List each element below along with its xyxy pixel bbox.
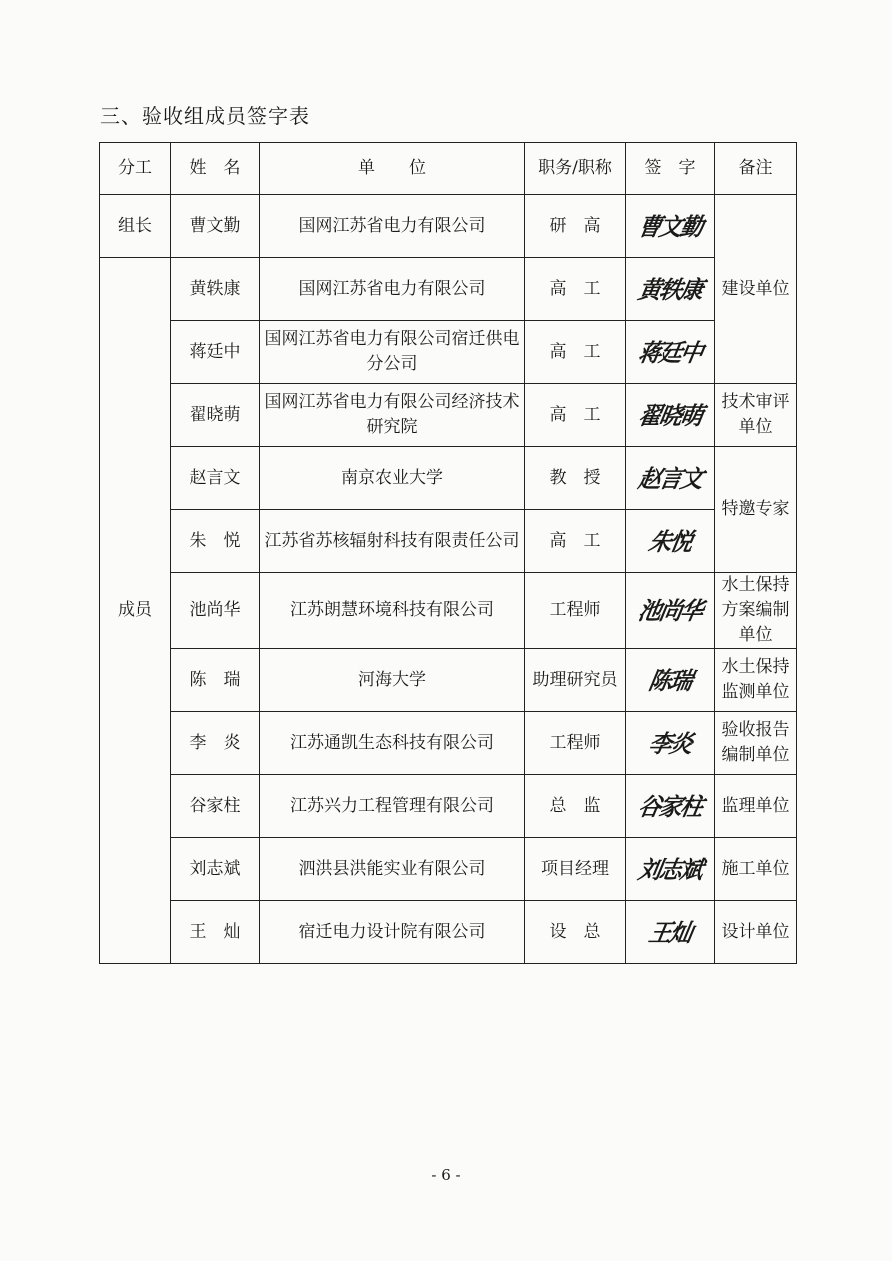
handwritten-signature: 蒋廷中 — [636, 337, 704, 367]
title-cell: 工程师 — [525, 712, 626, 775]
page-number: - 6 - — [431, 1166, 461, 1184]
title-cell: 高 工 — [525, 321, 626, 384]
handwritten-signature: 翟晓萌 — [636, 400, 704, 430]
name-cell: 蒋廷中 — [171, 321, 260, 384]
name-cell: 李 炎 — [171, 712, 260, 775]
table-row — [100, 573, 797, 649]
table-header-row — [100, 143, 797, 195]
unit-cell: 江苏通凯生态科技有限公司 — [260, 712, 525, 775]
name-cell: 曹文勤 — [171, 195, 260, 258]
signature-cell — [626, 838, 715, 901]
title-cell: 教 授 — [525, 447, 626, 510]
header-name: 姓 名 — [171, 143, 260, 195]
name-cell: 翟晓萌 — [171, 384, 260, 447]
table-row — [100, 838, 797, 901]
signature-cell — [626, 901, 715, 964]
table-row — [100, 447, 797, 510]
title-cell: 工程师 — [525, 573, 626, 649]
title-cell: 高 工 — [525, 510, 626, 573]
title-cell: 研 高 — [525, 195, 626, 258]
unit-cell: 江苏朗慧环境科技有限公司 — [260, 573, 525, 649]
unit-cell: 国网江苏省电力有限公司宿迁供电分公司 — [260, 321, 525, 384]
signature-cell — [626, 649, 715, 712]
note-cell: 特邀专家 — [715, 447, 797, 573]
note-cell: 监理单位 — [715, 775, 797, 838]
signature-cell — [626, 384, 715, 447]
signature-cell — [626, 258, 715, 321]
handwritten-signature: 池尚华 — [636, 596, 704, 625]
unit-cell: 江苏省苏核辐射科技有限责任公司 — [260, 510, 525, 573]
unit-cell: 河海大学 — [260, 649, 525, 712]
title-cell: 高 工 — [525, 258, 626, 321]
title-cell: 设 总 — [525, 901, 626, 964]
handwritten-signature: 谷家柱 — [636, 791, 704, 821]
handwritten-signature: 陈瑞 — [646, 665, 694, 695]
unit-cell: 国网江苏省电力有限公司 — [260, 195, 525, 258]
title-cell: 总 监 — [525, 775, 626, 838]
title-cell: 助理研究员 — [525, 649, 626, 712]
name-cell: 刘志斌 — [171, 838, 260, 901]
signature-cell — [626, 775, 715, 838]
section-heading: 三、验收组成员签字表 — [100, 104, 310, 128]
header-note: 备注 — [715, 143, 797, 195]
header-sign: 签 字 — [626, 143, 715, 195]
header-title: 职务/职称 — [525, 143, 626, 195]
name-cell: 赵言文 — [171, 447, 260, 510]
note-cell: 技术审评单位 — [715, 384, 797, 447]
note-cell: 水土保持监测单位 — [715, 649, 797, 712]
handwritten-signature: 李炎 — [646, 728, 694, 758]
note-cell: 建设单位 — [715, 195, 797, 384]
unit-cell: 国网江苏省电力有限公司经济技术研究院 — [260, 384, 525, 447]
table-row — [100, 649, 797, 712]
unit-cell: 泗洪县洪能实业有限公司 — [260, 838, 525, 901]
name-cell: 谷家柱 — [171, 775, 260, 838]
table-row — [100, 195, 797, 258]
unit-cell: 南京农业大学 — [260, 447, 525, 510]
group-leader-cell: 组长 — [100, 195, 171, 258]
signature-cell — [626, 321, 715, 384]
signature-table — [99, 142, 797, 964]
signature-cell — [626, 510, 715, 573]
note-cell: 施工单位 — [715, 838, 797, 901]
signature-cell — [626, 712, 715, 775]
name-cell: 朱 悦 — [171, 510, 260, 573]
handwritten-signature: 朱悦 — [646, 526, 694, 556]
handwritten-signature: 黄轶康 — [636, 274, 704, 304]
table-row — [100, 510, 797, 573]
name-cell: 池尚华 — [171, 573, 260, 649]
note-cell: 水土保持方案编制单位 — [715, 573, 797, 649]
signature-cell — [626, 447, 715, 510]
unit-cell: 江苏兴力工程管理有限公司 — [260, 775, 525, 838]
header-role: 分工 — [100, 143, 171, 195]
handwritten-signature: 曹文勤 — [636, 211, 704, 241]
table-row — [100, 384, 797, 447]
table-row — [100, 258, 797, 321]
handwritten-signature: 赵言文 — [636, 463, 704, 493]
table-row — [100, 775, 797, 838]
name-cell: 黄轶康 — [171, 258, 260, 321]
header-unit: 单 位 — [260, 143, 525, 195]
title-cell: 高 工 — [525, 384, 626, 447]
signature-cell — [626, 195, 715, 258]
signature-cell — [626, 573, 715, 649]
name-cell: 王 灿 — [171, 901, 260, 964]
unit-cell: 国网江苏省电力有限公司 — [260, 258, 525, 321]
table-row — [100, 901, 797, 964]
note-cell: 设计单位 — [715, 901, 797, 964]
note-cell: 验收报告编制单位 — [715, 712, 797, 775]
group-member-cell: 成员 — [100, 258, 171, 964]
handwritten-signature: 王灿 — [646, 917, 694, 947]
table-row — [100, 712, 797, 775]
name-cell: 陈 瑞 — [171, 649, 260, 712]
handwritten-signature: 刘志斌 — [636, 854, 704, 884]
title-cell: 项目经理 — [525, 838, 626, 901]
unit-cell: 宿迁电力设计院有限公司 — [260, 901, 525, 964]
table-row — [100, 321, 797, 384]
